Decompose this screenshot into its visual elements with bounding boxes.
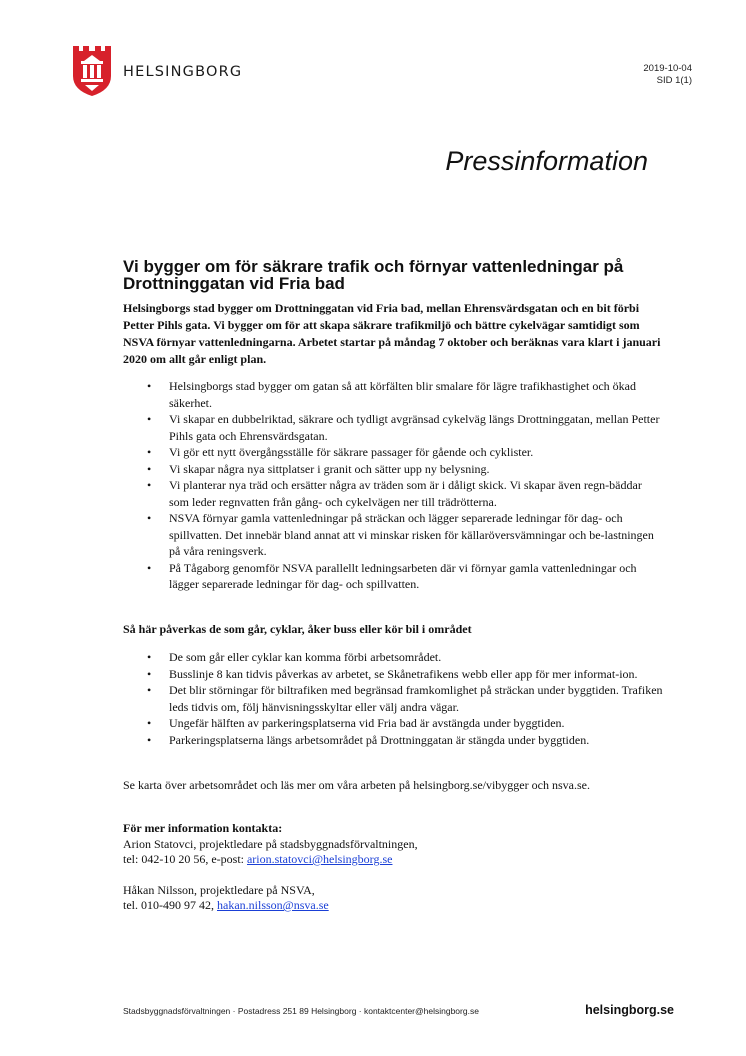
list-item bbox=[123, 715, 663, 732]
bullet-icon: • bbox=[147, 666, 152, 681]
list-item-text: NSVA förnyar gamla vattenledningar på sträckan och lägger separerade ledningar för dag- och spillvatten. Det innebär bland annat att vi minskar risken för källaröversvämningar och be-lastningen på våra reningsverk. bbox=[169, 511, 654, 558]
bullet-icon: • bbox=[147, 560, 152, 575]
list-item bbox=[123, 560, 663, 593]
project-list bbox=[123, 378, 663, 593]
headline: Vi bygger om för säkrare trafik och förnyar vattenledningar på Drottninggatan vid Fria bad bbox=[123, 257, 624, 293]
list-item-text: Vi gör ett nytt övergångsställe för säkrare passager för gående och cyklister. bbox=[169, 445, 534, 459]
bullet-icon: • bbox=[147, 511, 152, 525]
list-item bbox=[123, 666, 663, 683]
contact-1-email-link[interactable]: arion.statovci@helsingborg.se bbox=[246, 852, 393, 866]
contact-heading: För mer information kontakta: bbox=[123, 821, 283, 835]
document-date: 2019-10-04 bbox=[643, 63, 692, 74]
contact-1-details bbox=[123, 852, 663, 868]
list-item-text: Helsingborgs stad bygger om gatan så att körfälten blir smalare för lägre trafikhastighet och ökad säkerhet. bbox=[169, 379, 636, 410]
footer-website: helsingborg.se bbox=[585, 1003, 674, 1017]
list-item bbox=[123, 411, 663, 444]
list-item-text: Parkeringsplatserna längs arbetsområdet på Drottninggatan är stängda under byggtiden. bbox=[169, 732, 590, 747]
contact-2-email-link[interactable]: hakan.nilsson@nsva.se bbox=[217, 898, 329, 912]
list-item-text: På Tågaborg genomför NSVA parallellt ledningsarbeten där vi förnyar gamla vattenledningar och lägger separerade ledningar för dag- och spillvatten. bbox=[169, 560, 637, 591]
document-type: Pressinformation bbox=[445, 146, 648, 176]
bullet-icon: • bbox=[147, 650, 152, 664]
page-number: SID 1(1) bbox=[656, 75, 692, 86]
list-item-text: De som går eller cyklar kan komma förbi arbetsområdet. bbox=[169, 650, 442, 664]
contact-block bbox=[123, 821, 663, 914]
bullet-icon: • bbox=[147, 379, 152, 393]
list-item-text: Busslinje 8 kan tidvis påverkas av arbetet, se Skånetrafikens webb eller app för mer informat-ion. bbox=[169, 666, 638, 681]
list-item bbox=[123, 444, 663, 461]
list-item-text: Det blir störningar för biltrafiken med begränsad framkomlighet på sträckan under byggtiden. Trafiken leds tidvis om, följ hänvisningsskyltar eller välj andra vägar. bbox=[169, 683, 663, 714]
document-meta bbox=[643, 63, 692, 87]
list-item bbox=[123, 378, 663, 411]
bullet-icon: • bbox=[147, 683, 152, 697]
bullet-icon: • bbox=[147, 732, 152, 747]
list-item bbox=[123, 477, 663, 510]
more-info-paragraph: Se karta över arbetsområdet och läs mer om våra arbeten på helsingborg.se/vibygger och nsva.se. bbox=[123, 778, 590, 792]
impact-list bbox=[123, 649, 663, 748]
bullet-icon: • bbox=[147, 461, 152, 476]
list-item-text: Vi skapar en dubbelriktad, säkrare och tydligt avgränsad cykelväg längs Drottninggatan, mellan Petter Pihls gata och Ehrensvärdsgatan. bbox=[169, 412, 660, 443]
list-item-text: Ungefär hälften av parkeringsplatserna vid Fria bad är avstängda under byggtiden. bbox=[169, 716, 565, 730]
list-item bbox=[123, 682, 663, 715]
contact-1-role: Arion Statovci, projektledare på stadsbyggnadsförvaltningen, bbox=[123, 836, 418, 851]
contact-2-details bbox=[123, 898, 663, 914]
lead-paragraph: Helsingborgs stad bygger om Drottninggatan vid Fria bad, mellan Ehrensvärdsgatan och en bit förbi Petter Pihls gata. Vi bygger om för att skapa säkrare trafikmiljö och bättre cykelvägar samtidigt som NSVA förnyar vattenledningarna. Arbetet startar på måndag 7 oktober och beräknas vara klart i januari 2020 om allt går enligt plan. bbox=[123, 301, 661, 366]
footer-address: Stadsbyggnadsförvaltningen · Postadress 251 89 Helsingborg · kontaktcenter@helsingborg.se bbox=[123, 1006, 479, 1016]
list-item-text: Vi skapar några nya sittplatser i granit och sätter upp ny belysning. bbox=[169, 461, 490, 476]
list-item bbox=[123, 510, 663, 560]
list-item-text: Vi planterar nya träd och ersätter några av träden som är i dåligt skick. Vi skapar även regn-bäddar som leder regnvatten från gång- och cykelvägen ner till trädrötterna. bbox=[169, 478, 642, 509]
contact-1-phone: tel: 042-10 20 56, e-post: bbox=[123, 852, 247, 866]
contact-2-phone: tel. 010-490 97 42, bbox=[123, 898, 217, 912]
bullet-icon: • bbox=[147, 716, 152, 730]
bullet-icon: • bbox=[147, 478, 152, 492]
list-item bbox=[123, 732, 663, 749]
section-heading: Så här påverkas de som går, cyklar, åker buss eller kör bil i området bbox=[123, 622, 472, 636]
bullet-icon: • bbox=[147, 445, 152, 459]
bullet-icon: • bbox=[147, 412, 152, 426]
brand-name: HELSINGBORG bbox=[123, 64, 243, 80]
list-item bbox=[123, 461, 663, 478]
helsingborg-crest-icon bbox=[72, 44, 112, 98]
list-item bbox=[123, 649, 663, 666]
contact-2-role: Håkan Nilsson, projektledare på NSVA, bbox=[123, 882, 315, 897]
